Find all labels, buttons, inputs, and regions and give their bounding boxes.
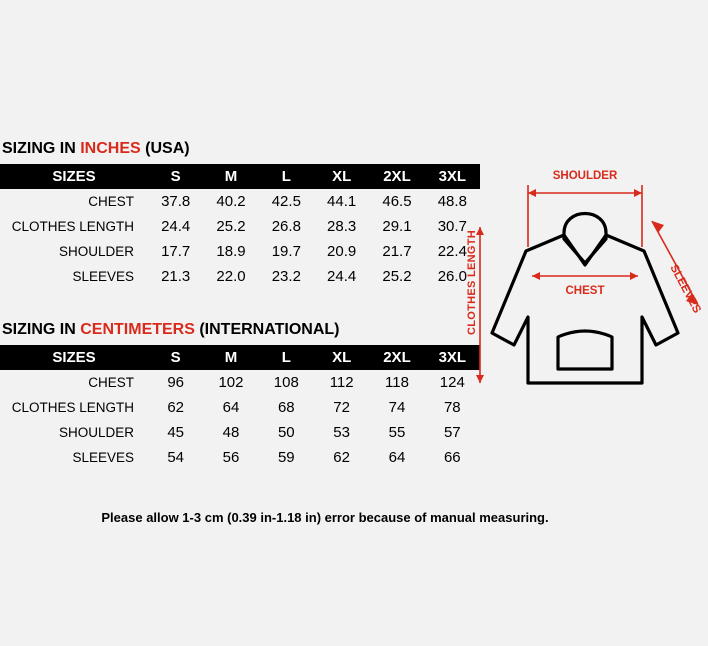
hoodie-outline [492,214,678,384]
table-row [0,420,480,445]
row-label-clothes-length-cm: CLOTHES LENGTH [11,400,134,415]
cell-sleeves-m: 22.0 [216,268,246,285]
cell-sleeves-l-cm: 59 [277,449,295,466]
cell-sleeves-2xl: 25.2 [382,268,412,285]
cell-chest-2xl: 46.5 [382,193,412,210]
inches-table-body [0,189,480,289]
table-header-row [0,345,480,370]
cell-shoulder-2xl-cm: 55 [388,424,406,441]
shoulder-label: SHOULDER [552,170,618,182]
cell-length-3xl-cm: 78 [443,399,461,416]
inches-title-prefix: SIZING IN [2,140,81,157]
column-header-2xl-cm: 2XL [369,345,424,370]
row-label-sleeves-cm: SLEEVES [72,450,134,465]
cell-chest-s: 37.8 [161,193,191,210]
size-tables [0,140,480,476]
cell-length-2xl: 29.1 [382,218,412,235]
inches-size-table [0,164,480,289]
row-label-chest-cm: CHEST [88,375,134,390]
table-row [0,395,480,420]
inches-table-head [0,164,480,189]
chest-measure [532,272,638,280]
column-header-3xl: 3XL [425,164,480,189]
clothes-length-label-wrapper [466,230,480,335]
cell-shoulder-2xl: 21.7 [382,243,412,260]
cell-shoulder-3xl: 22.4 [437,243,467,260]
column-header-l: L [259,164,314,189]
cell-length-s: 24.4 [161,218,191,235]
row-label-chest: CHEST [88,194,134,209]
cell-shoulder-l-cm: 50 [277,424,295,441]
cell-sleeves-s: 21.3 [161,268,191,285]
cell-length-s-cm: 62 [167,399,184,416]
column-header-s-cm: S [148,345,203,370]
cell-shoulder-m: 18.9 [216,243,246,260]
cell-shoulder-m-cm: 48 [222,424,240,441]
cell-length-2xl-cm: 74 [388,399,406,416]
cell-shoulder-xl: 20.9 [327,243,357,260]
centimeters-title-suffix: (INTERNATIONAL) [194,321,340,338]
cell-chest-l-cm: 108 [273,374,299,391]
inches-title [0,140,480,158]
shoulder-measure [528,185,642,247]
table-header-row [0,164,480,189]
centimeters-table-head [0,345,480,370]
inches-title-suffix: (USA) [140,140,190,157]
cell-sleeves-l: 23.2 [271,268,301,285]
cell-length-m-cm: 64 [222,399,240,416]
row-label-shoulder: SHOULDER [58,244,134,259]
cell-length-3xl: 30.7 [437,218,467,235]
clothes-length-label: CLOTHES LENGTH [466,230,478,336]
cell-chest-s-cm: 96 [167,374,184,391]
centimeters-size-table [0,345,480,470]
centimeters-title-prefix: SIZING IN [2,321,81,338]
column-header-sizes: SIZES [0,164,148,189]
cell-shoulder-3xl-cm: 57 [443,424,461,441]
cell-chest-xl-cm: 112 [329,374,354,391]
hoodie-diagram [462,155,708,405]
cell-length-l: 26.8 [271,218,301,235]
cell-shoulder-s: 17.7 [161,243,191,260]
cell-chest-xl: 44.1 [327,193,357,210]
table-row [0,445,480,470]
cell-shoulder-xl-cm: 53 [333,424,350,441]
table-row [0,239,480,264]
sleeves-label: SLEEVES [667,262,703,316]
row-label-sleeves: SLEEVES [72,269,134,284]
table-row [0,214,480,239]
column-header-xl-cm: XL [314,345,369,370]
cell-sleeves-m-cm: 56 [222,449,240,466]
cell-sleeves-2xl-cm: 64 [388,449,406,466]
inches-table-block [0,140,480,289]
column-header-xl: XL [314,164,369,189]
cell-chest-3xl-cm: 124 [439,374,465,391]
table-row [0,370,480,395]
cell-chest-2xl-cm: 118 [385,374,409,391]
cell-chest-3xl: 48.8 [437,193,467,210]
column-header-3xl-cm: 3XL [425,345,480,370]
column-header-m: M [203,164,258,189]
cell-shoulder-l: 19.7 [271,243,301,260]
column-header-m-cm: M [203,345,258,370]
column-header-l-cm: L [259,345,314,370]
table-row [0,189,480,214]
inches-title-accent: INCHES [80,140,141,157]
cell-sleeves-s-cm: 54 [167,449,184,466]
table-row [0,264,480,289]
cell-length-l-cm: 68 [277,399,295,416]
cell-length-xl: 28.3 [327,218,357,235]
cell-sleeves-3xl: 26.0 [437,268,467,285]
row-label-shoulder-cm: SHOULDER [58,425,134,440]
cell-sleeves-xl: 24.4 [327,268,357,285]
cell-length-xl-cm: 72 [333,399,350,416]
cell-length-m: 25.2 [216,218,246,235]
chest-label: CHEST [565,285,605,297]
row-label-clothes-length: CLOTHES LENGTH [11,219,134,234]
cell-chest-l: 42.5 [271,193,301,210]
measurement-note: Please allow 1-3 cm (0.39 in-1.18 in) error because of manual measuring. [101,510,549,525]
cell-chest-m: 40.2 [216,193,246,210]
column-header-s: S [148,164,203,189]
centimeters-title-accent: CENTIMETERS [80,321,195,338]
cell-sleeves-xl-cm: 62 [333,449,350,466]
cell-sleeves-3xl-cm: 66 [443,449,461,466]
cell-chest-m-cm: 102 [218,374,244,391]
column-header-2xl: 2XL [369,164,424,189]
centimeters-table-body [0,370,480,470]
centimeters-table-block [0,321,480,470]
centimeters-title [0,321,480,339]
column-header-sizes-cm: SIZES [0,345,148,370]
cell-shoulder-s-cm: 45 [167,424,184,441]
